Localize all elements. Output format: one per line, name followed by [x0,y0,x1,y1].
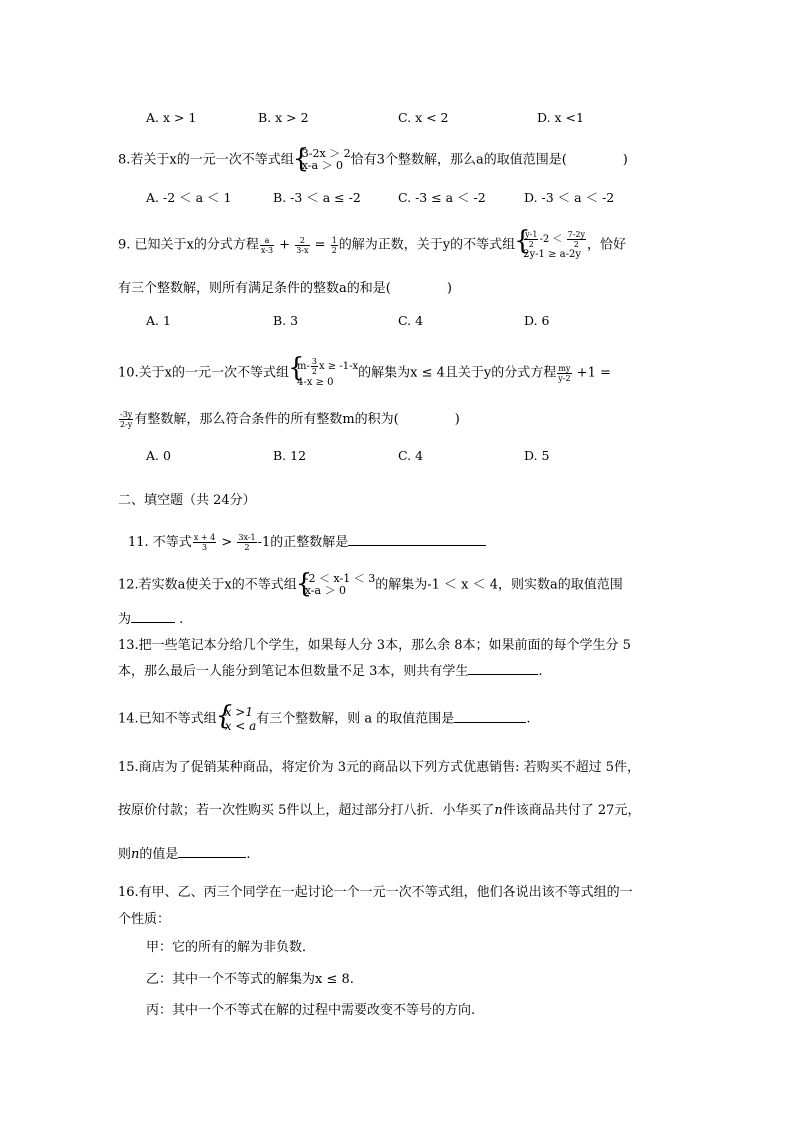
q11-lead: 11. 不等式 [128,535,192,550]
question-11 [128,531,486,553]
q14-end: . [526,711,531,727]
q10-option-b: B. 12 [273,448,307,463]
question-16-line2: 个性质： [118,912,171,927]
q10-option-d: D. 5 [524,448,550,463]
q13-line2-end: . [538,664,543,679]
q11-gt: > [217,535,237,550]
answer-blank[interactable] [178,843,246,858]
q9-line2-text: 有三个整数解，则所有满足条件的整数a的和是( [118,281,391,296]
q8-option-d: D. -3 ＜ a ＜ -2 [524,190,615,205]
q9-option-b: B. 3 [273,313,299,328]
question-12-line2 [118,608,183,630]
q10-tail2: +1 = [572,365,611,381]
q9-line1-end: ，恰好 [586,237,626,253]
q10-sys-top: { m- $\frac{3}{2}$ x ≥ -1-x [297,357,359,376]
q16-statement-bing: 丙：其中一个不等式在解的过程中需要改变不等号的方向. [146,1003,476,1018]
q12-sys-top: { -2 ＜ x-1 ＜ 3 [304,572,376,585]
q12-inequality-system [297,573,375,597]
q8-sys-top: { 3-2x ＞ 2 [301,147,351,160]
q10-close: ) [454,412,460,427]
q8-option-c: C. -3 ≤ a ＜ -2 [398,190,486,205]
q10-inequality-system [289,357,358,389]
question-15-line1: 15.商店为了促销某种商品，将定价为 3元的商品以下列方式优惠销售: 若购买不超过 5件， [118,760,640,775]
q9-equals: = [310,237,330,253]
q10-lead: 10.关于x的一元一次不等式组 [118,365,290,381]
q16-statement-jia: 甲：它的所有的解为非负数． [146,940,316,955]
q15-line3-a: 则 [118,847,132,862]
q8-option-a: A. -2 ＜ a ＜ 1 [146,190,232,205]
q15-line3-b: 的值是 [139,847,179,862]
question-13-line2 [118,660,543,682]
q9-frac-2: $\frac{2}{3-x}$ [296,235,309,255]
q7-option-c: C. x < 2 [398,110,449,125]
q9-tail: 的解为正数，关于y的不等式组 [338,237,516,253]
q7-option-d: D. x <1 [537,110,584,125]
question-15-line3 [118,843,251,865]
question-10-line2 [118,410,460,430]
q8-close: ) [622,152,628,168]
question-13-line1: 13.把一些笔记本分给几个学生，如果每人分 3本，那么余 8本；如果前面的每个学生分 5 [118,638,631,653]
q14-sys-bottom: x < a [224,719,257,733]
q10-frac-my: $\frac{my}{y-2}$ [558,363,571,383]
q15-line2-b: 件该商品共付了 27元， [502,803,641,818]
q8-lead: 8.若关于x的一元一次不等式组 [118,152,294,168]
q9-sys-bottom: 2y-1 ≥ a-2y [523,249,581,260]
q10-tail: 的解集为x ≤ 4且关于y的分式方程 [358,365,557,381]
question-14 [118,705,530,733]
q8-sys-bottom: x-a ＞ 0 [301,159,344,172]
q13-line2-text: 本，那么最后一人能分到笔记本但数量不足 3本，则共有学生 [118,664,469,679]
q10-frac-3y: $\frac{-3y}{2-y}$ [120,410,133,429]
q7-option-a: A. x > 1 [146,110,197,125]
q11-frac-right: $\frac{3x-1}{2}$ [238,533,256,552]
q9-option-a: A. 1 [146,313,171,328]
q9-frac-half: $\frac{1}{2}$ [331,235,337,255]
question-15-line2 [118,801,640,821]
question-16-line1: 16.有甲、乙、丙三个同学在一起讨论一个一元一次不等式组，他们各说出该不等式组的一 [118,885,633,900]
q14-tail: 有三个整数解，则 a 的取值范围是 [256,711,455,727]
q9-sys-top: { $\frac{y-1}{2}$ -2 ＜ $\frac{7-2y}{2}$ [525,230,585,249]
q9-inequality-system [515,230,587,260]
q14-sys-top: { x >1 [224,705,253,719]
q15-line2-a: 按原价付款；若一次性购买 5件以上，超过部分打八折．小华买了 [118,803,495,818]
question-12 [118,573,623,597]
q12-tail: 的解集为-1 ＜ x ＜ 4，则实数a的取值范围 [375,577,623,593]
q10-line2-text: 有整数解，那么符合条件的所有整数m的积为( [134,412,399,427]
q12-line2-text: 为 [118,612,132,627]
q11-frac-left: $\frac{x + 4}{3}$ [193,533,216,552]
q10-sys-bottom: 4-x ≥ 0 [297,377,334,388]
q12-line2-end: . [175,612,184,627]
answer-blank[interactable] [348,531,486,546]
q9-lead: 9. 已知关于x的分式方程 [118,237,259,253]
q9-option-d: D. 6 [524,313,550,328]
q8-inequality-system [294,148,351,172]
q15-var-n: n [494,803,503,818]
question-8 [118,148,628,172]
q8-tail: 恰有3个整数解，那么a的取值范围是( [350,152,567,168]
q9-option-c: C. 4 [398,313,424,328]
q12-lead: 12.若实数a使关于x的不等式组 [118,577,297,593]
section-title: 二、填空题（共 24分） [118,493,256,508]
q9-close: ) [446,281,452,296]
q12-sys-bottom: x-a ＞ 0 [304,584,347,597]
q9-plus: + [275,237,295,253]
answer-blank[interactable] [468,660,538,675]
answer-blank[interactable] [131,608,175,623]
question-10 [118,357,611,389]
q15-var-n: n [131,847,140,862]
q10-option-a: A. 0 [146,448,171,463]
answer-blank[interactable] [454,708,526,723]
q14-inequality-system [217,705,257,733]
q14-lead: 14.已知不等式组 [118,711,217,727]
q11-tail: -1的正整数解是 [257,535,349,550]
q10-option-c: C. 4 [398,448,424,463]
question-9-line2 [118,279,452,299]
question-9 [118,230,626,260]
q9-frac-a: $\frac{a}{x-3}$ [260,235,274,255]
q8-option-b: B. -3 ＜ a ≤ -2 [273,190,361,205]
q15-line3-end: . [246,847,251,862]
q7-option-b: B. x > 2 [258,110,309,125]
q16-statement-yi: 乙：其中一个不等式的解集为x ≤ 8. [146,972,354,987]
